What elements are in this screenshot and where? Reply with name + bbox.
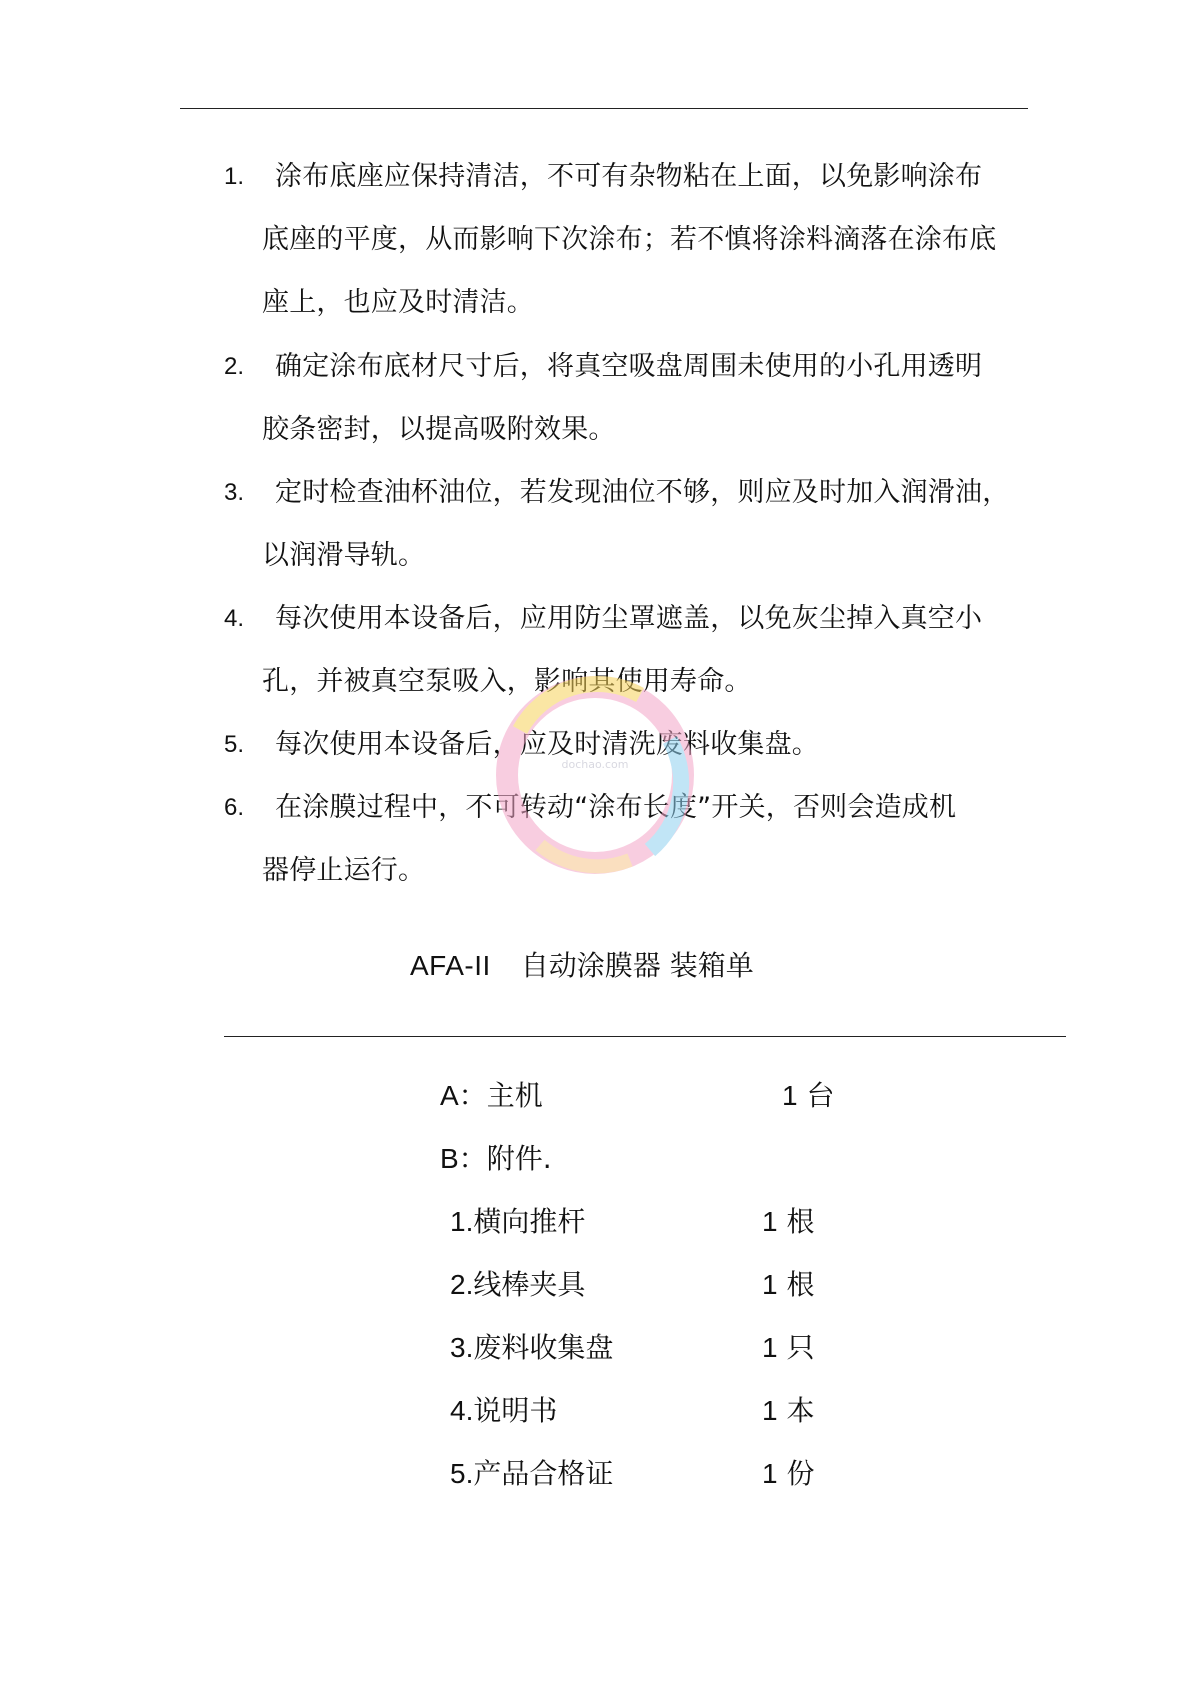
accessory-number: 3. [450,1332,474,1363]
accessories-label: 附件. [486,1142,552,1175]
qty-number: 1 [762,1395,778,1426]
qty-unit: 根 [786,1205,815,1238]
item-number: 2. [224,353,245,380]
qty-number: 1 [762,1332,778,1363]
accessory-row [450,1456,613,1492]
item-text-line: 以润滑导轨。 [262,540,426,571]
item-text-line: 每次使用本设备后，应及时清洗废料收集盘。 [275,729,819,760]
accessory-name: 说明书 [473,1394,558,1427]
watermark-logo [480,660,710,910]
item-text-line: 涂布底座应保持清洁，不可有杂物粘在上面，以免影响涂布 [275,161,983,192]
main-label: 主机 [486,1079,543,1112]
item-text-line: 定时检查油杯油位，若发现油位不够，则应及时加入润滑油， [275,477,1010,508]
accessory-qty [762,1393,815,1429]
item-number: 3. [224,479,245,506]
item-number: 1. [224,163,245,190]
item-number: 5. [224,731,245,758]
qty-unit: 只 [786,1331,815,1364]
accessories-prefix: B： [440,1143,487,1174]
qty-unit: 根 [786,1268,815,1301]
packing-list-title [410,948,754,984]
accessory-qty [762,1267,815,1303]
watermark-text: dochao.com [561,758,629,771]
accessory-name: 废料收集盘 [473,1331,614,1364]
item-text-line: 底座的平度，从而影响下次涂布；若不慎将涂料滴落在涂布底 [262,224,997,255]
item-text-line: 确定涂布底材尺寸后，将真空吸盘周围未使用的小孔用透明 [275,351,983,382]
qty-number: 1 [762,1269,778,1300]
qty-unit: 台 [806,1079,835,1112]
qty-unit: 份 [786,1457,815,1490]
accessory-qty [762,1204,815,1240]
main-prefix: A： [440,1080,487,1111]
item-text-line: 每次使用本设备后，应用防尘罩遮盖，以免灰尘掉入真空小 [275,603,983,634]
item-number: 4. [224,605,245,632]
accessory-qty [762,1456,815,1492]
model-name: AFA-II [410,950,491,981]
accessory-row [450,1393,557,1429]
accessory-number: 1. [450,1206,474,1237]
accessory-name: 产品合格证 [473,1457,614,1490]
item-text-line: 胶条密封，以提高吸附效果。 [262,414,616,445]
qty-number: 1 [762,1458,778,1489]
item-text-line: 器停止运行。 [262,855,426,886]
top-divider [180,108,1028,109]
qty-number: 1 [782,1080,798,1111]
qty-number: 1 [762,1206,778,1237]
packing-main-qty [782,1078,835,1114]
title-text: 自动涂膜器 装箱单 [520,949,754,982]
accessory-row [450,1330,613,1366]
accessory-number: 5. [450,1458,474,1489]
item-text-line: 孔，并被真空泵吸入，影响其使用寿命。 [262,666,752,697]
item-text-line: 座上，也应及时清洁。 [262,287,534,318]
item-text-line: 在涂膜过程中，不可转动“涂布长度”开关，否则会造成机 [275,792,957,823]
packing-accessories-header [440,1141,552,1177]
qty-unit: 本 [786,1394,815,1427]
accessory-number: 4. [450,1395,474,1426]
item-number: 6. [224,794,245,821]
accessory-qty [762,1330,815,1366]
accessory-name: 横向推杆 [473,1205,586,1238]
accessory-row [450,1204,585,1240]
packing-main-row [440,1078,543,1114]
accessory-row [450,1267,585,1303]
accessory-name: 线棒夹具 [473,1268,586,1301]
title-divider [224,1036,1066,1037]
accessory-number: 2. [450,1269,474,1300]
